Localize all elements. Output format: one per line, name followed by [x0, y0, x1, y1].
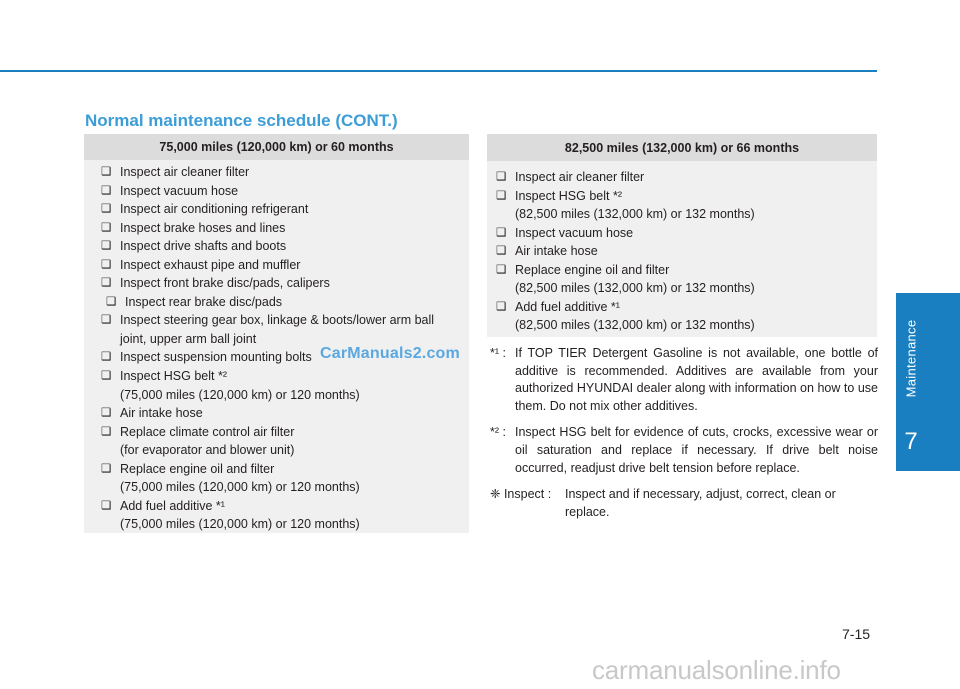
- footer-watermark: carmanualsonline.info: [592, 655, 841, 685]
- checkbox-icon: ❑: [101, 407, 112, 420]
- list-item-text: Air intake hose: [120, 406, 203, 421]
- inspect-text-line2: replace.: [565, 504, 610, 519]
- list-item: [496, 298, 877, 317]
- page-title: Normal maintenance schedule (CONT.): [85, 111, 398, 130]
- watermark-logo: CarManuals2.com: [320, 345, 460, 362]
- list-item-text: Add fuel additive *¹: [515, 299, 620, 314]
- list-item-text: Inspect HSG belt *²: [120, 369, 227, 384]
- list-item-text: Inspect vacuum hose: [120, 183, 239, 198]
- list-item-continuation: [101, 515, 469, 534]
- list-item-text: (for evaporator and blower unit): [120, 443, 295, 458]
- schedule-item-list: [487, 161, 877, 335]
- list-item-text: Inspect exhaust pipe and muffler: [120, 257, 301, 272]
- list-item-text: (75,000 miles (120,000 km) or 120 months): [120, 387, 360, 402]
- list-item-text: Air intake hose: [515, 244, 598, 259]
- checkbox-icon: ❑: [496, 300, 507, 313]
- list-item: [101, 237, 469, 256]
- footnote-1: [490, 345, 878, 415]
- checkbox-icon: ❑: [101, 221, 112, 234]
- checkbox-icon: ❑: [101, 425, 112, 438]
- schedule-box-header: 82,500 miles (132,000 km) or 66 months: [487, 134, 877, 161]
- footnotes: [490, 345, 878, 530]
- footnote-text: Inspect HSG belt for evidence of cuts, crocks, excessive wear or oil saturation and replace if necessary. If drive belt noise occurred, readjust drive belt tension before replace.: [515, 425, 878, 475]
- inspect-text: [565, 486, 878, 521]
- checkbox-icon: ❑: [101, 184, 112, 197]
- list-item: [101, 163, 469, 182]
- list-item-text: Inspect steering gear box, linkage & boots/lower arm ball: [120, 313, 435, 328]
- list-item-continuation: [101, 478, 469, 497]
- footnote-marker: *² :: [490, 425, 506, 440]
- list-item-text: (82,500 miles (132,000 km) or 132 months): [515, 318, 755, 333]
- chapter-label: [896, 293, 926, 423]
- footnote-marker: *¹ :: [490, 346, 506, 360]
- list-item: [101, 219, 469, 238]
- list-item-continuation: [496, 205, 877, 224]
- checkbox-icon: ❑: [101, 499, 112, 512]
- list-item-continuation: [101, 441, 469, 460]
- list-item-text: Inspect rear brake disc/pads: [125, 294, 283, 309]
- list-item-continuation: [101, 386, 469, 405]
- header-rule: [0, 70, 877, 72]
- list-item: [496, 261, 877, 280]
- checkbox-icon: ❑: [101, 240, 112, 253]
- list-item: [101, 497, 469, 516]
- list-item-continuation: [496, 316, 877, 335]
- list-item: [101, 293, 469, 312]
- checkbox-icon: ❑: [496, 245, 507, 258]
- list-item-text: Inspect air cleaner filter: [515, 170, 645, 184]
- list-item-text: joint, upper arm ball joint: [120, 331, 257, 346]
- checkbox-icon: ❑: [101, 462, 112, 475]
- list-item-text: Replace climate control air filter: [120, 424, 295, 439]
- list-item: [101, 256, 469, 275]
- list-item-text: Inspect air conditioning refrigerant: [120, 202, 309, 217]
- list-item: [496, 242, 877, 261]
- list-item-text: Add fuel additive *¹: [120, 498, 225, 513]
- list-item: [101, 274, 469, 293]
- checkbox-icon: ❑: [101, 370, 112, 383]
- checkbox-icon: ❑: [496, 189, 507, 202]
- inspect-marker: ❈ Inspect :: [490, 487, 552, 502]
- checkbox-icon: ❑: [496, 171, 507, 183]
- schedule-box-header: 75,000 miles (120,000 km) or 60 months: [84, 134, 469, 160]
- list-item-text: Inspect suspension mounting bolts: [120, 350, 312, 365]
- list-item-text: (75,000 miles (120,000 km) or 120 months): [120, 480, 360, 495]
- list-item: [101, 367, 469, 386]
- list-item: [101, 404, 469, 423]
- list-item: [496, 187, 877, 206]
- checkbox-icon: ❑: [101, 258, 112, 271]
- list-item-text: (75,000 miles (120,000 km) or 120 months): [120, 517, 360, 532]
- chapter-number: 7: [904, 428, 918, 455]
- checkbox-icon: ❑: [101, 166, 112, 178]
- list-item-text: Inspect vacuum hose: [515, 225, 634, 240]
- checkbox-icon: ❑: [101, 351, 112, 364]
- inspect-note: [490, 486, 878, 521]
- list-item-continuation: [496, 279, 877, 298]
- list-item-text: (82,500 miles (132,000 km) or 132 months): [515, 207, 755, 222]
- list-item-text: Inspect brake hoses and lines: [120, 220, 286, 235]
- list-item: [101, 182, 469, 201]
- checkbox-icon: ❑: [106, 295, 117, 308]
- list-item-text: Inspect drive shafts and boots: [120, 239, 287, 254]
- footnote-text: If TOP TIER Detergent Gasoline is not available, one bottle of additive is recommended. Additives are available from your authorized HYUNDAI dealer along with information on how to use them. Do not mix other additives.: [515, 346, 878, 413]
- checkbox-icon: ❑: [101, 277, 112, 290]
- list-item-text: Inspect front brake disc/pads, calipers: [120, 276, 330, 291]
- list-item: [101, 423, 469, 442]
- chapter-label-text: Maintenance: [903, 319, 919, 397]
- schedule-box-82500: [487, 134, 877, 337]
- list-item-text: Replace engine oil and filter: [120, 461, 275, 476]
- list-item: [101, 200, 469, 219]
- checkbox-icon: ❑: [101, 314, 112, 327]
- list-item: [496, 168, 877, 187]
- list-item: [101, 311, 469, 330]
- list-item: [496, 224, 877, 243]
- inspect-text-line1: Inspect and if necessary, adjust, correct, clean or: [565, 487, 836, 502]
- checkbox-icon: ❑: [101, 203, 112, 216]
- schedule-box-75000: [84, 134, 469, 533]
- checkbox-icon: ❑: [496, 263, 507, 276]
- checkbox-icon: ❑: [496, 226, 507, 239]
- footnote-2: [490, 424, 878, 477]
- list-item-text: Inspect HSG belt *²: [515, 188, 622, 203]
- list-item-text: Inspect air cleaner filter: [120, 165, 250, 179]
- list-item-text: Replace engine oil and filter: [515, 262, 670, 277]
- list-item-text: (82,500 miles (132,000 km) or 132 months): [515, 281, 755, 296]
- list-item: [101, 460, 469, 479]
- page-number: 7-15: [842, 626, 871, 642]
